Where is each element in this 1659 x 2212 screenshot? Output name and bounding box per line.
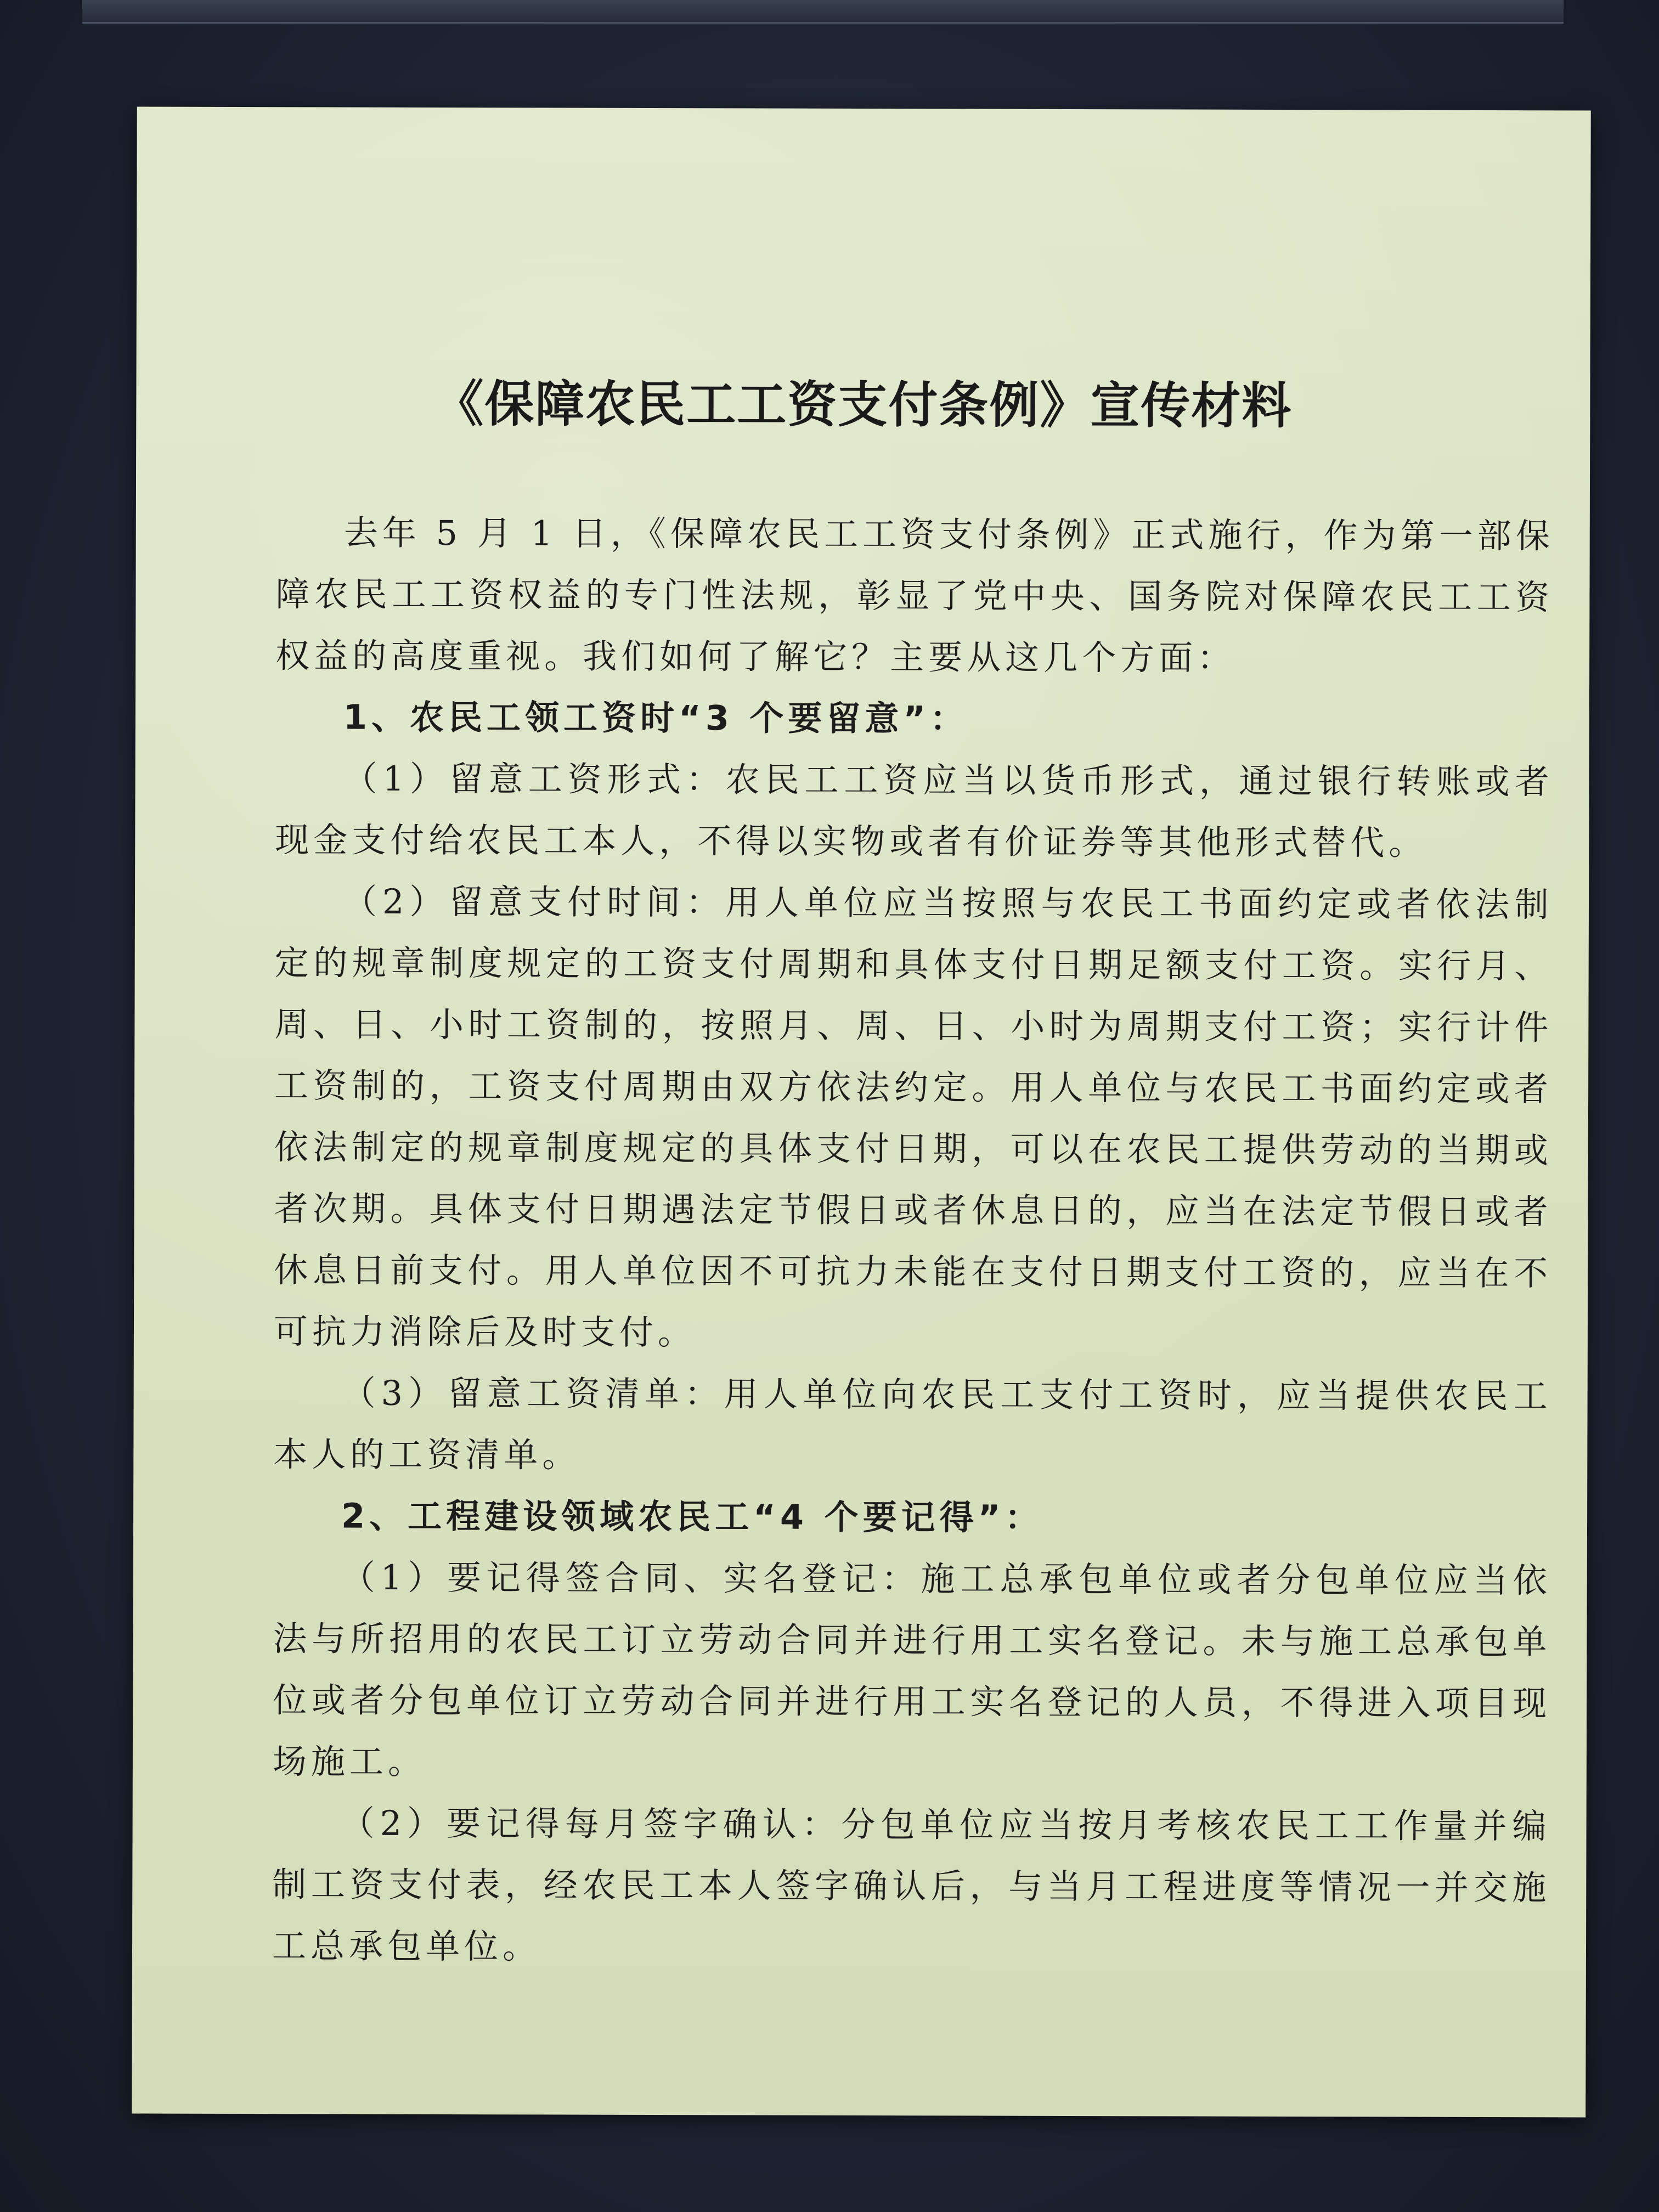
item-paragraph-1-1: （1）留意工资形式：农民工工资应当以货币形式，通过银行转账或者现金支付给农民工本人，不得以实物或者有价证券等其他形式替代。 — [275, 758, 1554, 863]
item-paragraph-1-2: （2）留意支付时间：用人单位应当按照与农民工书面约定或者依法制定的规章制度规定的工资支付周期和具体支付日期足额支付工资。实行月、周、日、小时工资制的，按照月、周、日、小时为周期支付工资；实行计件工资制的，工资支付周期由双方依法约定。用人单位与农民工书面约定或者依法制定的规章制度规定的具体支付日期，可以在农民工提供劳动的当期或者次期。具体支付日期遇法定节假日或者休息日的，应当在法定节假日或者休息日前支付。用人单位因不可抗力未能在支付日期支付工资的，应当在不可抗力消除后及时支付。 — [273, 881, 1554, 1353]
top-edge-strip — [82, 0, 1564, 24]
item-paragraph-2-2: （2）要记得每月签字确认：分包单位应当按月考核农民工工作量并编制工资支付表，经农民工本人签字确认后，与当月工程进度等情况一并交施工总承包单位。 — [272, 1803, 1551, 1967]
item-paragraph-2-1: （1）要记得签合同、实名登记：施工总承包单位或者分包单位应当依法与所招用的农民工订立劳动合同并进行用工实名登记。未与施工总承包单位或者分包单位订立劳动合同并进行用工实名登记的人员，不得进入项目现场施工。 — [272, 1557, 1551, 1782]
section-heading-1: 1、农民工领工资时“3 个要留意”： — [343, 697, 969, 739]
document-body — [272, 502, 1554, 1980]
paper-sheet — [132, 107, 1591, 2118]
item-paragraph-1-3: （3）留意工资清单：用人单位向农民工支付工资时，应当提供农民工本人的工资清单。 — [273, 1373, 1552, 1475]
intro-paragraph: 去年 5 月 1 日，《保障农民工工资支付条例》正式施行，作为第一部保障农民工工资权益的专门性法规，彰显了党中央、国务院对保障农民工工资权益的高度重视。我们如何了解它？主要从这几个方面： — [275, 512, 1554, 678]
section-heading-2: 2、工程建设领域农民工“4 个要记得”： — [341, 1496, 1043, 1538]
document-title: 《保障农民工工资支付条例》宣传材料 — [434, 374, 1293, 436]
